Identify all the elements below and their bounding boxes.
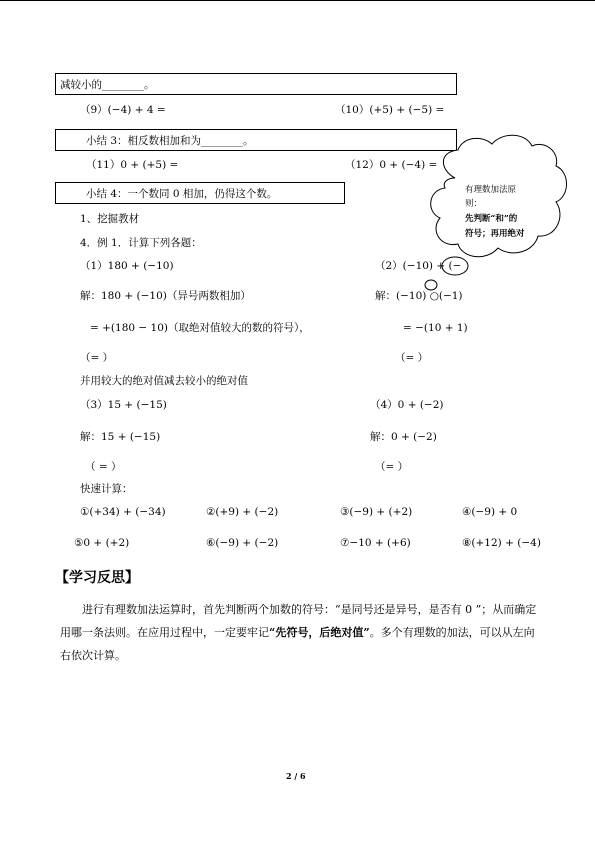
summary-line-text: 减较小的________。 — [60, 79, 155, 91]
example-3: （3）15 + (−15) — [80, 399, 167, 411]
page-number: 2 / 6 — [286, 771, 306, 781]
summary-3: 小结 3：相反数相加和为________。 — [86, 135, 254, 147]
item-1: 1、挖掘教材 — [80, 213, 140, 225]
summary-4: 小结 4：一个数同 0 相加，仍得这个数。 — [86, 188, 278, 200]
quick-item: ⑦−10 + (+6) — [340, 537, 411, 549]
reflection-paragraph — [60, 598, 540, 667]
quick-item: ②(+9) + (−2) — [206, 506, 279, 518]
reflection-text-bold: “先符号，后绝对值” — [269, 626, 370, 639]
quick-item: ⑥(−9) + (−2) — [206, 537, 279, 549]
item-4: 4．例 1．计算下列各题： — [80, 237, 202, 249]
quick-item: ⑤0 + (+2) — [74, 537, 130, 549]
exercise-11: （11）0 + (+5) = — [86, 159, 179, 171]
cloud-line-4: 符号；再用绝对 — [465, 229, 525, 239]
paren-3: （ = ） — [85, 461, 122, 473]
solution-4: 解：0 + (−2) — [370, 431, 437, 443]
example-1: （1）180 + (−10) — [80, 260, 174, 272]
solution-1b: = +(180 − 10)（取绝对值较大的数的符号）， — [90, 322, 310, 334]
quick-item: ④(−9) + 0 — [462, 506, 518, 518]
solution-2a: 解：(−10) ○(−1) — [375, 290, 463, 302]
solution-1a: 解：180 + (−10)（异号两数相加） — [80, 290, 251, 302]
paren-2: （= ） — [395, 352, 429, 364]
exercise-10: （10）(+5) + (−5) = — [335, 104, 445, 116]
cloud-line-3: 先判断“和”的 — [465, 214, 518, 224]
note-line: 并用较大的绝对值减去较小的绝对值 — [80, 375, 248, 387]
reflection-text-1: 进行有理数加法运算时，首先判断两个加数的符号：“是同号还是异号，是否有 0 ”；从而确定用哪一条法则。在应用过程中，一定要牢记 — [60, 603, 537, 639]
cloud-line-1: 有理数加法原 — [465, 185, 517, 195]
reflection-heading: 【学习反思】 — [55, 570, 139, 586]
cloud-line-2: 则： — [465, 199, 483, 209]
exercise-12: （12）0 + (−4) = — [345, 159, 438, 171]
solution-2b: = −(10 + 1) — [403, 322, 468, 334]
quick-item: ①(+34) + (−34) — [80, 506, 166, 518]
paren-4: （= ） — [375, 461, 409, 473]
exercise-9: （9）(−4) + 4 = — [80, 104, 166, 116]
quick-title: 快速计算： — [80, 483, 133, 495]
reflection-text-2: 。多个有理数的加法，可以从左向右依次计算。 — [60, 626, 535, 662]
quick-item: ⑧(+12) + (−4) — [462, 537, 541, 549]
example-4: （4）0 + (−2) — [370, 399, 444, 411]
example-2: （2）(−10) + (− — [375, 260, 462, 272]
solution-3: 解：15 + (−15) — [80, 431, 161, 443]
paren-1: （= ） — [80, 352, 114, 364]
quick-item: ③(−9) + (+2) — [340, 506, 413, 518]
